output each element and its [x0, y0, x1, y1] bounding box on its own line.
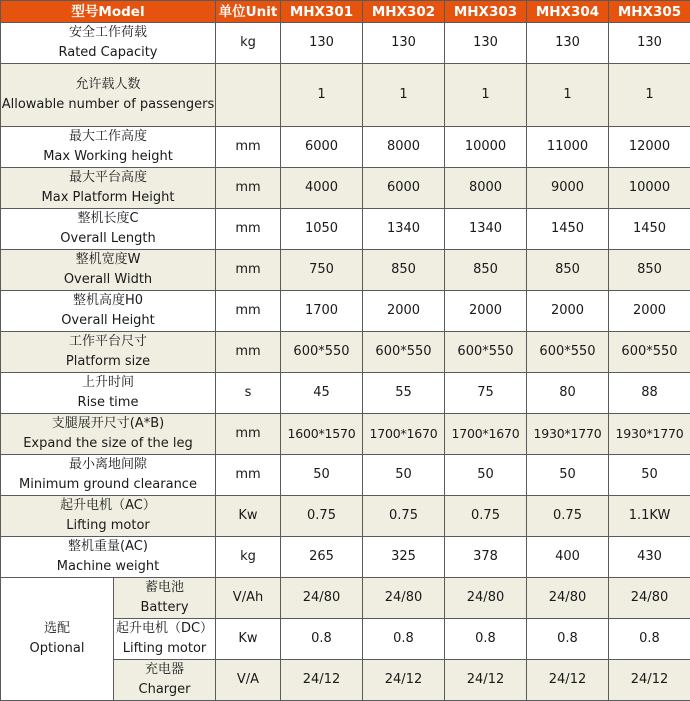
- value-cell: 24/12: [527, 660, 609, 701]
- optional-item-name-en: Charger: [114, 680, 215, 700]
- unit-cell: mm: [216, 414, 281, 455]
- table-row: [1, 373, 690, 414]
- value-cell: 600*550: [281, 332, 363, 373]
- value-cell: 1930*1770: [609, 414, 690, 455]
- value-cell: 80: [527, 373, 609, 414]
- value-cell: 1930*1770: [527, 414, 609, 455]
- unit-cell: s: [216, 373, 281, 414]
- table-row: [1, 455, 690, 496]
- value-cell: 45: [281, 373, 363, 414]
- value-cell: 1.1KW: [609, 496, 690, 537]
- value-cell: 325: [363, 537, 445, 578]
- value-cell: 4000: [281, 168, 363, 209]
- header-model-name: MHX303: [445, 1, 527, 23]
- unit-cell: mm: [216, 127, 281, 168]
- parameter-name-en: Overall Height: [1, 311, 215, 331]
- value-cell: 130: [363, 23, 445, 64]
- unit-cell: mm: [216, 455, 281, 496]
- value-cell: 10000: [609, 168, 690, 209]
- header-model-name: MHX301: [281, 1, 363, 23]
- table-row: [1, 64, 690, 127]
- value-cell: 1450: [609, 209, 690, 250]
- parameter-name-zh: 整机宽度W: [1, 250, 215, 270]
- optional-item-name-en: Lifting motor: [114, 639, 215, 659]
- parameter-name-zh: 整机重量(AC): [1, 537, 215, 557]
- value-cell: 0.8: [527, 619, 609, 660]
- value-cell: 1: [609, 64, 690, 127]
- value-cell: 50: [281, 455, 363, 496]
- value-cell: 850: [445, 250, 527, 291]
- value-cell: 0.8: [363, 619, 445, 660]
- value-cell: 0.8: [445, 619, 527, 660]
- table-row: [1, 250, 690, 291]
- parameter-name-en: Platform size: [1, 352, 215, 372]
- value-cell: 1: [445, 64, 527, 127]
- unit-cell: mm: [216, 168, 281, 209]
- value-cell: 24/80: [281, 578, 363, 619]
- value-cell: 11000: [527, 127, 609, 168]
- parameter-name: [1, 414, 216, 455]
- header-model-name: MHX304: [527, 1, 609, 23]
- parameter-name: [1, 64, 216, 127]
- parameter-name: [1, 332, 216, 373]
- optional-item-name-en: Battery: [114, 598, 215, 618]
- parameter-name-zh: 最小离地间隙: [1, 455, 215, 475]
- header-model: 型号Model: [1, 1, 216, 23]
- optional-item-name-zh: 起升电机（DC）: [114, 619, 215, 639]
- value-cell: 850: [609, 250, 690, 291]
- value-cell: 430: [609, 537, 690, 578]
- value-cell: 8000: [445, 168, 527, 209]
- value-cell: 6000: [281, 127, 363, 168]
- parameter-name: [1, 168, 216, 209]
- value-cell: 50: [363, 455, 445, 496]
- value-cell: 9000: [527, 168, 609, 209]
- header-row: [1, 1, 690, 23]
- parameter-name-en: Lifting motor: [1, 516, 215, 536]
- parameter-name: [1, 250, 216, 291]
- value-cell: 12000: [609, 127, 690, 168]
- parameter-name: [1, 23, 216, 64]
- value-cell: 130: [609, 23, 690, 64]
- optional-item-name-zh: 蓄电池: [114, 578, 215, 598]
- value-cell: 2000: [445, 291, 527, 332]
- value-cell: 2000: [609, 291, 690, 332]
- value-cell: 130: [445, 23, 527, 64]
- header-model-name: MHX302: [363, 1, 445, 23]
- value-cell: 850: [363, 250, 445, 291]
- parameter-name: [1, 209, 216, 250]
- value-cell: 0.75: [445, 496, 527, 537]
- value-cell: 1700*1670: [445, 414, 527, 455]
- parameter-name: [1, 127, 216, 168]
- header-unit: 单位Unit: [216, 1, 281, 23]
- value-cell: 1340: [445, 209, 527, 250]
- unit-cell: [216, 64, 281, 127]
- parameter-name-zh: 起升电机（AC）: [1, 496, 215, 516]
- value-cell: 75: [445, 373, 527, 414]
- value-cell: 24/12: [609, 660, 690, 701]
- table-row: [1, 209, 690, 250]
- value-cell: 1: [363, 64, 445, 127]
- value-cell: 1700: [281, 291, 363, 332]
- table-row: [1, 578, 690, 619]
- table-row: [1, 496, 690, 537]
- value-cell: 0.75: [281, 496, 363, 537]
- unit-cell: Kw: [216, 619, 281, 660]
- value-cell: 50: [445, 455, 527, 496]
- parameter-name-zh: 支腿展开尺寸(A*B): [1, 414, 215, 434]
- parameter-name-en: Allowable number of passengers: [1, 95, 215, 115]
- value-cell: 265: [281, 537, 363, 578]
- table-row: [1, 168, 690, 209]
- optional-item-name: [114, 619, 216, 660]
- value-cell: 1: [527, 64, 609, 127]
- parameter-name-en: Minimum ground clearance: [1, 475, 215, 495]
- value-cell: 50: [527, 455, 609, 496]
- table-row: [1, 537, 690, 578]
- unit-cell: kg: [216, 23, 281, 64]
- unit-cell: mm: [216, 291, 281, 332]
- parameter-name: [1, 373, 216, 414]
- value-cell: 10000: [445, 127, 527, 168]
- value-cell: 600*550: [445, 332, 527, 373]
- optional-item-name: [114, 578, 216, 619]
- value-cell: 8000: [363, 127, 445, 168]
- parameter-name-en: Rated Capacity: [1, 43, 215, 63]
- table-row: [1, 332, 690, 373]
- value-cell: 400: [527, 537, 609, 578]
- parameter-name-en: Overall Length: [1, 229, 215, 249]
- value-cell: 0.75: [363, 496, 445, 537]
- parameter-name-zh: 允许载人数: [1, 75, 215, 95]
- value-cell: 0.75: [527, 496, 609, 537]
- value-cell: 0.8: [281, 619, 363, 660]
- value-cell: 50: [609, 455, 690, 496]
- value-cell: 2000: [527, 291, 609, 332]
- value-cell: 600*550: [363, 332, 445, 373]
- parameter-name-zh: 安全工作荷载: [1, 23, 215, 43]
- value-cell: 600*550: [609, 332, 690, 373]
- optional-item-name-zh: 充电器: [114, 660, 215, 680]
- parameter-name-en: Machine weight: [1, 557, 215, 577]
- optional-item-name: [114, 660, 216, 701]
- value-cell: 130: [281, 23, 363, 64]
- parameter-name: [1, 455, 216, 496]
- value-cell: 24/80: [363, 578, 445, 619]
- value-cell: 1700*1670: [363, 414, 445, 455]
- parameter-name-zh: 最大平台高度: [1, 168, 215, 188]
- parameter-name-zh: 最大工作高度: [1, 127, 215, 147]
- value-cell: 2000: [363, 291, 445, 332]
- value-cell: 1600*1570: [281, 414, 363, 455]
- parameter-name-zh: 整机高度H0: [1, 291, 215, 311]
- optional-label-en: Optional: [1, 639, 113, 659]
- value-cell: 600*550: [527, 332, 609, 373]
- parameter-name: [1, 291, 216, 332]
- value-cell: 850: [527, 250, 609, 291]
- unit-cell: kg: [216, 537, 281, 578]
- table-row: [1, 23, 690, 64]
- optional-label: [1, 578, 114, 701]
- value-cell: 1450: [527, 209, 609, 250]
- value-cell: 24/12: [363, 660, 445, 701]
- parameter-name: [1, 496, 216, 537]
- parameter-name-en: Rise time: [1, 393, 215, 413]
- unit-cell: V/A: [216, 660, 281, 701]
- value-cell: 24/80: [445, 578, 527, 619]
- unit-cell: mm: [216, 250, 281, 291]
- value-cell: 24/80: [609, 578, 690, 619]
- table-row: [1, 291, 690, 332]
- parameter-name-en: Overall Width: [1, 270, 215, 290]
- optional-label-zh: 选配: [1, 619, 113, 639]
- value-cell: 24/12: [281, 660, 363, 701]
- unit-cell: Kw: [216, 496, 281, 537]
- parameter-name-zh: 整机长度C: [1, 209, 215, 229]
- value-cell: 0.8: [609, 619, 690, 660]
- unit-cell: mm: [216, 332, 281, 373]
- unit-cell: mm: [216, 209, 281, 250]
- value-cell: 378: [445, 537, 527, 578]
- value-cell: 1340: [363, 209, 445, 250]
- unit-cell: V/Ah: [216, 578, 281, 619]
- value-cell: 750: [281, 250, 363, 291]
- value-cell: 6000: [363, 168, 445, 209]
- value-cell: 24/12: [445, 660, 527, 701]
- parameter-name-en: Max Platform Height: [1, 188, 215, 208]
- parameter-name: [1, 537, 216, 578]
- value-cell: 24/80: [527, 578, 609, 619]
- value-cell: 88: [609, 373, 690, 414]
- value-cell: 130: [527, 23, 609, 64]
- parameter-name-en: Expand the size of the leg: [1, 434, 215, 454]
- table-row: [1, 127, 690, 168]
- header-model-name: MHX305: [609, 1, 690, 23]
- value-cell: 1050: [281, 209, 363, 250]
- parameter-name-zh: 上升时间: [1, 373, 215, 393]
- table-row: [1, 414, 690, 455]
- parameter-name-en: Max Working height: [1, 147, 215, 167]
- value-cell: 55: [363, 373, 445, 414]
- value-cell: 1: [281, 64, 363, 127]
- parameter-name-zh: 工作平台尺寸: [1, 332, 215, 352]
